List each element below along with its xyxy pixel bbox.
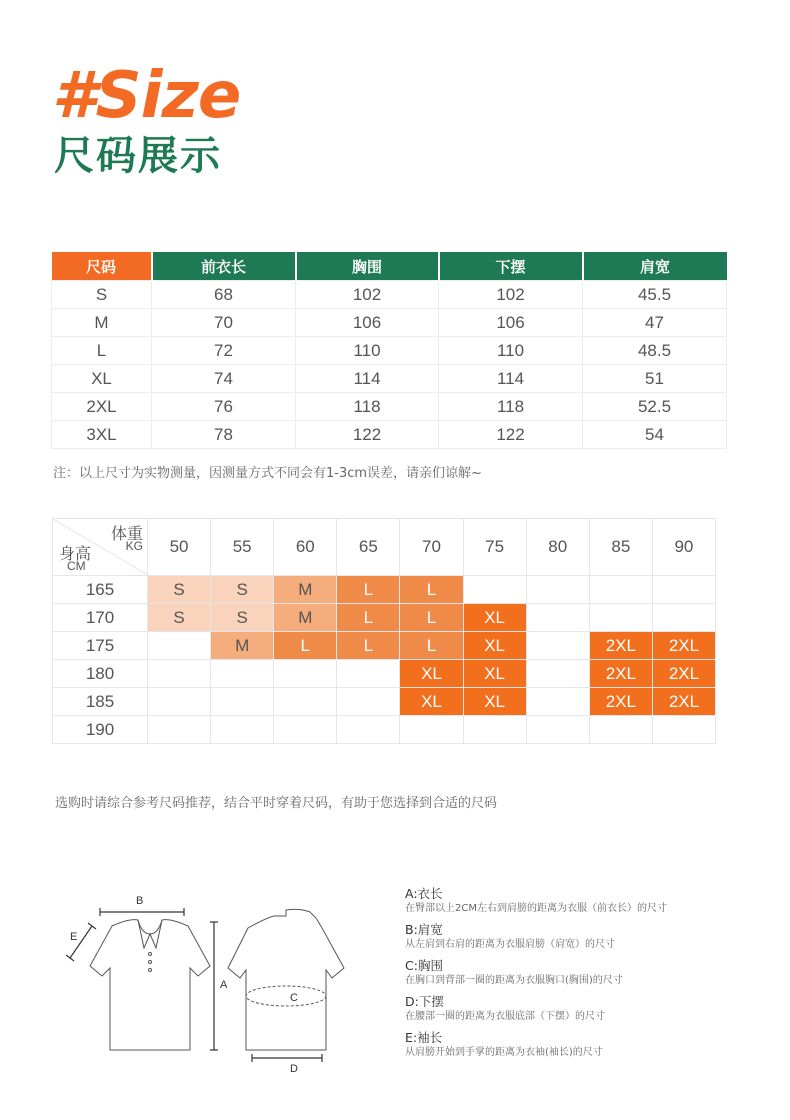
header-chest: 胸围 (296, 252, 439, 281)
grid-cell: XL (400, 688, 463, 716)
grid-cell: L (337, 604, 400, 632)
grid-cell (589, 716, 652, 744)
grid-cell (148, 632, 211, 660)
legend-title: B:肩宽 (405, 922, 443, 937)
label-c: C (290, 992, 298, 1004)
legend-item (405, 994, 667, 1024)
grid-cell (526, 604, 589, 632)
grid-cell (652, 716, 715, 744)
table-cell: 47 (583, 309, 727, 337)
legend-title: E:袖长 (405, 1030, 443, 1045)
legend-title: D:下摆 (405, 994, 444, 1009)
table-cell: 45.5 (583, 281, 727, 309)
grid-cell (211, 688, 274, 716)
grid-cell: M (274, 604, 337, 632)
grid-cell (148, 716, 211, 744)
weight-header: 70 (400, 519, 463, 576)
label-a: A (220, 979, 228, 991)
grid-row (53, 604, 716, 632)
grid-cell: XL (463, 660, 526, 688)
grid-cell (589, 604, 652, 632)
legend-desc: 从左肩到右肩的距离为衣服肩膀（肩宽）的尺寸 (405, 939, 615, 950)
legend-item (405, 886, 667, 916)
table-row (52, 309, 727, 337)
grid-row (53, 576, 716, 604)
page-title-en: #Size (52, 59, 241, 133)
grid-corner (53, 519, 148, 576)
grid-cell: XL (400, 660, 463, 688)
grid-cell: S (148, 604, 211, 632)
table-cell: 72 (152, 337, 296, 365)
table-row (52, 281, 727, 309)
height-header: 180 (53, 660, 148, 688)
grid-cell: XL (463, 604, 526, 632)
grid-cell (526, 716, 589, 744)
size-advice: 选购时请综合参考尺码推荐，结合平时穿着尺码，有助于您选择到合适的尺码 (55, 796, 498, 811)
measurement-note: 注：以上尺寸为实物测量，因测量方式不同会有1-3cm误差，请亲们谅解~ (53, 466, 482, 481)
table-cell: 110 (439, 337, 583, 365)
grid-cell (652, 576, 715, 604)
size-table (51, 252, 727, 449)
shirt-measure-diagram (60, 888, 370, 1088)
grid-row (53, 688, 716, 716)
grid-cell (211, 716, 274, 744)
weight-header: 50 (148, 519, 211, 576)
table-cell: 110 (296, 337, 439, 365)
grid-cell (526, 688, 589, 716)
grid-cell: XL (463, 688, 526, 716)
measure-legend (405, 886, 667, 1066)
legend-item (405, 958, 667, 988)
table-cell: 78 (152, 421, 296, 449)
height-unit: CM (67, 559, 86, 573)
table-cell: 74 (152, 365, 296, 393)
grid-cell: 2XL (589, 632, 652, 660)
weight-unit: KG (125, 539, 143, 553)
page-title-cn: 尺码展示 (54, 133, 222, 179)
table-cell: 52.5 (583, 393, 727, 421)
grid-cell: 2XL (652, 660, 715, 688)
grid-header-row (53, 519, 716, 576)
grid-cell: L (337, 576, 400, 604)
legend-item (405, 922, 667, 952)
table-row (52, 421, 727, 449)
grid-cell: S (211, 576, 274, 604)
height-label: 身高 (59, 544, 92, 563)
grid-cell (148, 688, 211, 716)
table-row (52, 393, 727, 421)
grid-cell (337, 688, 400, 716)
table-cell: 102 (296, 281, 439, 309)
legend-desc: 在胸口到背部一圈的距离为衣服胸口(胸围)的尺寸 (405, 975, 623, 986)
legend-title: A:衣长 (405, 886, 443, 901)
table-row (52, 365, 727, 393)
grid-row (53, 716, 716, 744)
label-d: D (290, 1063, 298, 1075)
weight-header: 75 (463, 519, 526, 576)
legend-desc: 从肩膀开始到手掌的距离为衣袖(袖长)的尺寸 (405, 1047, 603, 1058)
legend-desc: 在臀部以上2CM左右到肩膀的距离为衣服（前衣长）的尺寸 (405, 903, 667, 914)
grid-cell (589, 576, 652, 604)
grid-cell (148, 660, 211, 688)
table-cell: 118 (296, 393, 439, 421)
grid-cell: L (400, 604, 463, 632)
height-header: 165 (53, 576, 148, 604)
grid-cell (526, 660, 589, 688)
weight-header: 55 (211, 519, 274, 576)
header-hem: 下摆 (439, 252, 583, 281)
grid-cell (274, 688, 337, 716)
table-cell: 3XL (52, 421, 152, 449)
grid-cell (274, 660, 337, 688)
table-cell: 76 (152, 393, 296, 421)
grid-cell (337, 660, 400, 688)
grid-cell: S (148, 576, 211, 604)
grid-cell: L (400, 632, 463, 660)
height-header: 185 (53, 688, 148, 716)
grid-cell (274, 716, 337, 744)
legend-desc: 在腰部一圈的距离为衣服底部（下摆）的尺寸 (405, 1011, 605, 1022)
header-shoulder: 肩宽 (583, 252, 727, 281)
grid-cell: 2XL (589, 688, 652, 716)
grid-cell: 2XL (589, 660, 652, 688)
label-b: B (136, 895, 144, 907)
weight-header: 60 (274, 519, 337, 576)
grid-row (53, 660, 716, 688)
table-cell: 118 (439, 393, 583, 421)
table-cell: 106 (439, 309, 583, 337)
grid-cell: M (274, 576, 337, 604)
weight-label: 体重 (110, 524, 143, 543)
table-cell: 102 (439, 281, 583, 309)
grid-cell (526, 576, 589, 604)
table-cell: 48.5 (583, 337, 727, 365)
grid-cell (337, 716, 400, 744)
table-cell: 70 (152, 309, 296, 337)
grid-cell: L (400, 576, 463, 604)
height-header: 190 (53, 716, 148, 744)
grid-cell: S (211, 604, 274, 632)
grid-cell (652, 604, 715, 632)
table-cell: M (52, 309, 152, 337)
size-recommendation-grid (52, 518, 716, 744)
grid-cell (526, 632, 589, 660)
header-size: 尺码 (52, 252, 152, 281)
table-cell: L (52, 337, 152, 365)
grid-cell: 2XL (652, 688, 715, 716)
table-cell: 114 (439, 365, 583, 393)
height-header: 170 (53, 604, 148, 632)
size-table-header (52, 252, 727, 281)
grid-cell: L (274, 632, 337, 660)
grid-row (53, 632, 716, 660)
table-cell: 122 (296, 421, 439, 449)
table-cell: 106 (296, 309, 439, 337)
table-cell: 122 (439, 421, 583, 449)
grid-cell (400, 716, 463, 744)
grid-cell (211, 660, 274, 688)
legend-title: C:胸围 (405, 958, 443, 973)
grid-cell: 2XL (652, 632, 715, 660)
weight-header: 65 (337, 519, 400, 576)
table-cell: 51 (583, 365, 727, 393)
table-cell: 54 (583, 421, 727, 449)
weight-header: 85 (589, 519, 652, 576)
weight-header: 90 (652, 519, 715, 576)
header-front-length: 前衣长 (152, 252, 296, 281)
grid-cell: XL (463, 632, 526, 660)
height-header: 175 (53, 632, 148, 660)
table-cell: 68 (152, 281, 296, 309)
grid-cell: L (337, 632, 400, 660)
chest-measure-icon (246, 986, 326, 1006)
label-e: E (70, 931, 78, 943)
table-cell: XL (52, 365, 152, 393)
back-shirt-icon (228, 909, 344, 1050)
table-row (52, 337, 727, 365)
legend-item (405, 1030, 667, 1060)
table-cell: 2XL (52, 393, 152, 421)
grid-cell: M (211, 632, 274, 660)
grid-cell (463, 576, 526, 604)
table-cell: 114 (296, 365, 439, 393)
weight-header: 80 (526, 519, 589, 576)
front-collar-icon (138, 920, 162, 948)
grid-cell (463, 716, 526, 744)
table-cell: S (52, 281, 152, 309)
front-shirt-icon (90, 920, 210, 1050)
